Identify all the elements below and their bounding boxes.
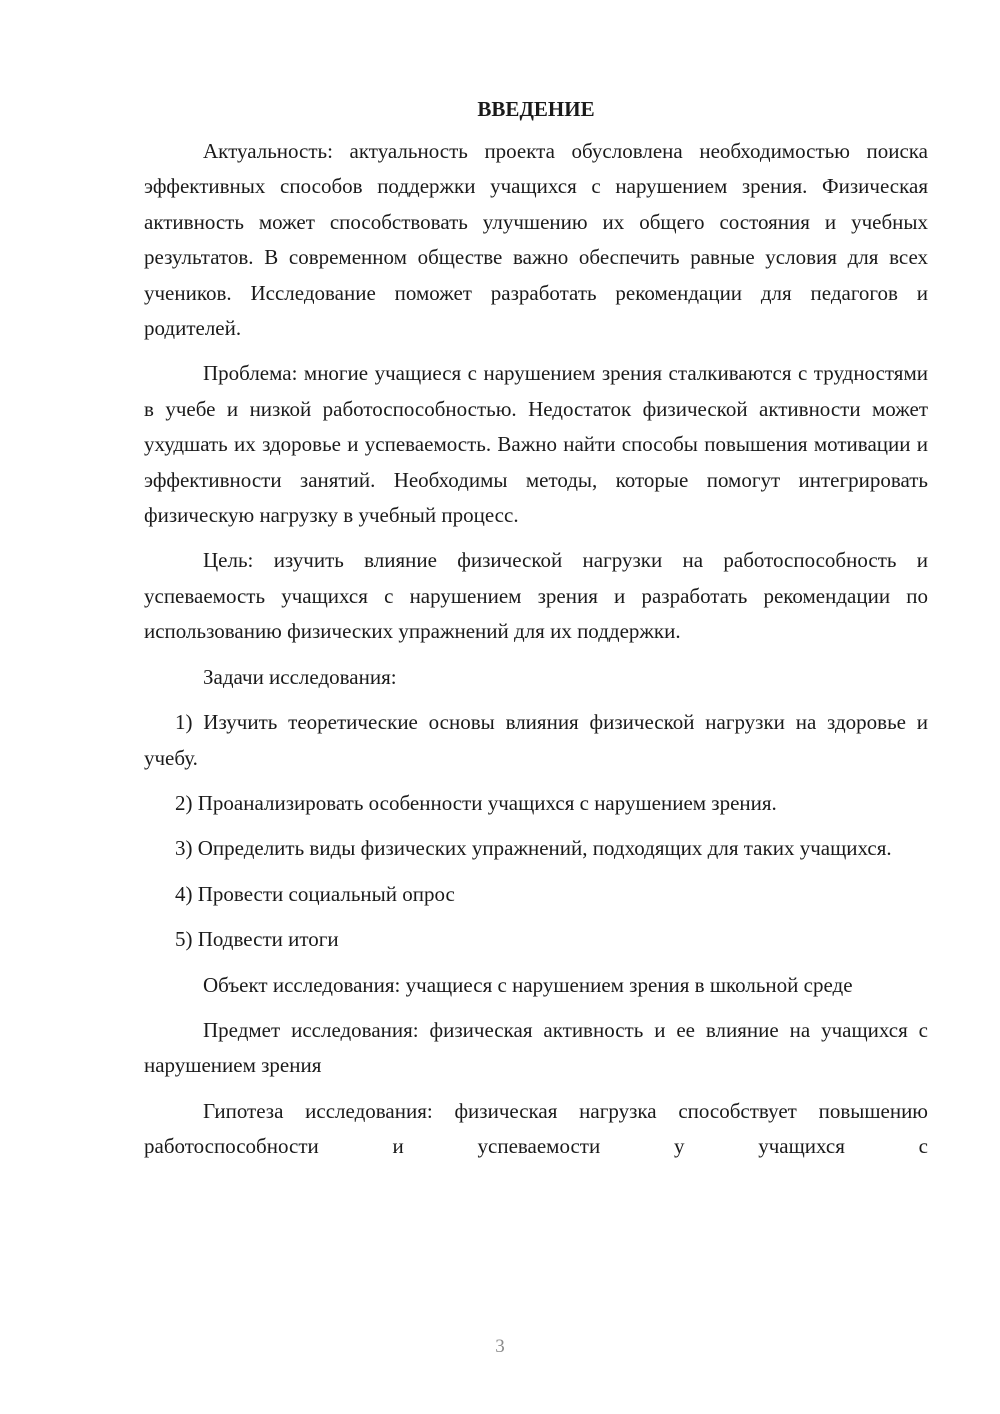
task-item-2: 2) Проанализировать особенности учащихся с нарушением зрения. <box>175 790 777 815</box>
task-item-4: 4) Провести социальный опрос <box>175 881 455 906</box>
relevance-paragraph: Актуальность: актуальность проекта обусловлена необходимостью поиска эффективных способов поддержки учащихся с нарушением зрения. Физическая активность может способствовать улучшению их общего состояния и учебных результатов. В современном обществе важно обеспечить равные условия для всех учеников. Исследование поможет разработать рекомендации для педагогов и родителей. <box>144 139 928 341</box>
tasks-heading: Задачи исследования: <box>203 664 397 689</box>
problem-paragraph: Проблема: многие учащиеся с нарушением зрения сталкиваются с трудностями в учебе и низкой работоспособностью. Недостаток физической активности может ухудшать их здоровье и успеваемость. Важно найти способы повышения мотивации и эффективности занятий. Необходимы методы, которые помогут интегрировать физическую нагрузку в учебный процесс. <box>144 361 928 528</box>
task-item-1: 1) Изучить теоретические основы влияния физической нагрузки на здоровье и учебу. <box>144 710 928 770</box>
document-page <box>144 92 928 1165</box>
page-number: 3 <box>495 1336 505 1357</box>
subject-paragraph: Предмет исследования: физическая активность и ее влияние на учащихся с нарушением зрения <box>144 1017 928 1078</box>
object-paragraph: Объект исследования: учащиеся с нарушением зрения в школьной среде <box>203 972 853 997</box>
goal-paragraph: Цель: изучить влияние физической нагрузки на работоспособность и успеваемость учащихся с нарушением зрения и разработать рекомендации по использованию физических упражнений для их поддержки. <box>144 548 928 644</box>
section-title: ВВЕДЕНИЕ <box>477 97 595 121</box>
hypothesis-paragraph: Гипотеза исследования: физическая нагрузка способствует повышению работоспособности и успеваемости у учащихся с <box>144 1098 928 1159</box>
task-item-3: 3) Определить виды физических упражнений, подходящих для таких учащихся. <box>175 836 892 861</box>
task-item-5: 5) Подвести итоги <box>175 927 339 952</box>
